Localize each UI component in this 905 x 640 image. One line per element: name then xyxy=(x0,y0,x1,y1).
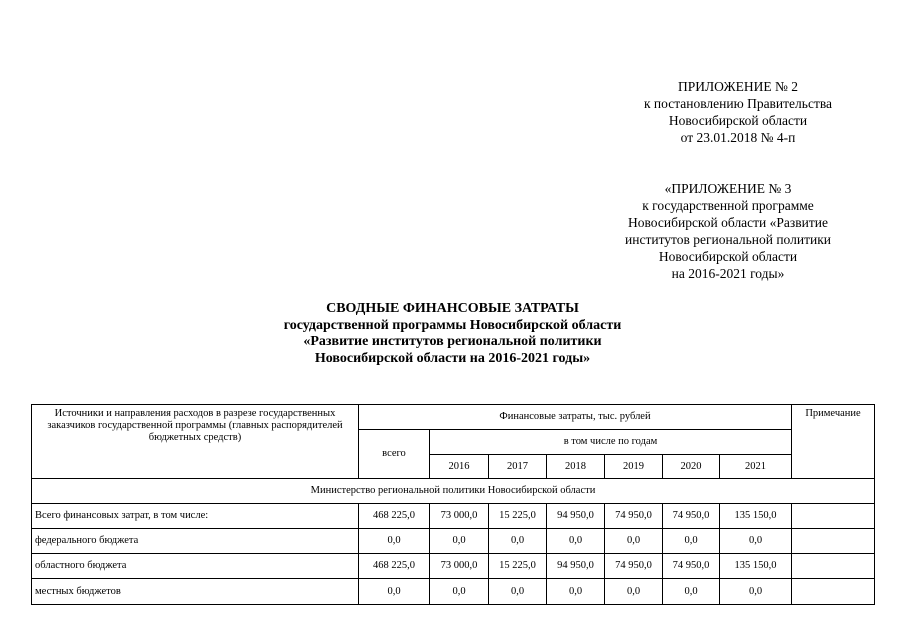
note-cell xyxy=(792,554,875,579)
ministry-row: Министерство региональной политики Новосибирской области xyxy=(32,479,875,504)
year-cell: 73 000,0 xyxy=(430,554,489,579)
annex-1-line: Новосибирской области xyxy=(668,113,808,128)
annex-2-line: институтов региональной политики xyxy=(625,232,831,247)
year-cell: 0,0 xyxy=(430,529,489,554)
year-cell: 94 950,0 xyxy=(547,504,605,529)
year-header: 2021 xyxy=(720,455,792,479)
total-cell: 0,0 xyxy=(359,529,430,554)
total-cell: 468 225,0 xyxy=(359,554,430,579)
year-cell: 15 225,0 xyxy=(489,504,547,529)
table-row xyxy=(32,579,875,605)
year-cell: 94 950,0 xyxy=(547,554,605,579)
annex-2-line: Новосибирской области «Развитие xyxy=(628,215,828,230)
year-cell: 0,0 xyxy=(489,529,547,554)
year-header: 2016 xyxy=(430,455,489,479)
year-cell: 74 950,0 xyxy=(605,554,663,579)
document-title-line: «Развитие институтов региональной политики xyxy=(303,334,602,349)
table-row xyxy=(32,504,875,529)
document-title-line: СВОДНЫЕ ФИНАНСОВЫЕ ЗАТРАТЫ xyxy=(326,301,579,316)
table-row xyxy=(32,529,875,554)
total-cell: 0,0 xyxy=(359,579,430,605)
year-cell: 0,0 xyxy=(720,529,792,554)
annex-1-line: от 23.01.2018 № 4-п xyxy=(680,130,796,145)
row-label: местных бюджетов xyxy=(32,579,359,605)
total-cell: 468 225,0 xyxy=(359,504,430,529)
year-header: 2020 xyxy=(663,455,720,479)
year-cell: 0,0 xyxy=(605,579,663,605)
note-cell xyxy=(792,529,875,554)
document-title xyxy=(180,301,725,367)
financial-costs-table xyxy=(31,404,875,605)
year-cell: 0,0 xyxy=(547,579,605,605)
year-cell: 0,0 xyxy=(663,529,720,554)
annex-2-line: на 2016-2021 годы» xyxy=(671,266,785,281)
by-year-column-header: в том числе по годам xyxy=(430,430,792,455)
year-cell: 0,0 xyxy=(489,579,547,605)
year-header: 2019 xyxy=(605,455,663,479)
annex-1-line: ПРИЛОЖЕНИЕ № 2 xyxy=(677,79,799,94)
annex-reference-resolution xyxy=(598,78,878,146)
document-title-line: Новосибирской области на 2016-2021 годы» xyxy=(314,350,591,366)
year-cell: 0,0 xyxy=(430,579,489,605)
document-title-line: государственной программы Новосибирской области xyxy=(283,317,622,333)
year-cell: 135 150,0 xyxy=(720,554,792,579)
year-cell: 74 950,0 xyxy=(663,504,720,529)
year-header: 2018 xyxy=(547,455,605,479)
year-cell: 0,0 xyxy=(547,529,605,554)
year-cell: 135 150,0 xyxy=(720,504,792,529)
note-cell xyxy=(792,504,875,529)
year-cell: 0,0 xyxy=(605,529,663,554)
annex-1-line: к постановлению Правительства xyxy=(643,96,833,111)
annex-2-line: к государственной программе xyxy=(642,198,814,213)
year-cell: 73 000,0 xyxy=(430,504,489,529)
year-header: 2017 xyxy=(489,455,547,479)
year-cell: 15 225,0 xyxy=(489,554,547,579)
year-cell: 74 950,0 xyxy=(663,554,720,579)
annex-reference-program xyxy=(588,180,868,282)
source-column-header: Источники и направления расходов в разрезе государственных заказчиков государственной программы (главных распорядителей бюджетных средств) xyxy=(32,405,359,479)
note-cell xyxy=(792,579,875,605)
row-label: федерального бюджета xyxy=(32,529,359,554)
year-cell: 0,0 xyxy=(720,579,792,605)
table-row xyxy=(32,554,875,579)
year-cell: 0,0 xyxy=(663,579,720,605)
annex-2-line: «ПРИЛОЖЕНИЕ № 3 xyxy=(664,181,792,196)
costs-column-header: Финансовые затраты, тыс. рублей xyxy=(359,405,792,430)
row-label: Всего финансовых затрат, в том числе: xyxy=(32,504,359,529)
note-column-header: Примечание xyxy=(792,405,875,479)
year-cell: 74 950,0 xyxy=(605,504,663,529)
row-label: областного бюджета xyxy=(32,554,359,579)
annex-2-line: Новосибирской области xyxy=(658,249,798,264)
total-column-header: всего xyxy=(359,430,430,479)
